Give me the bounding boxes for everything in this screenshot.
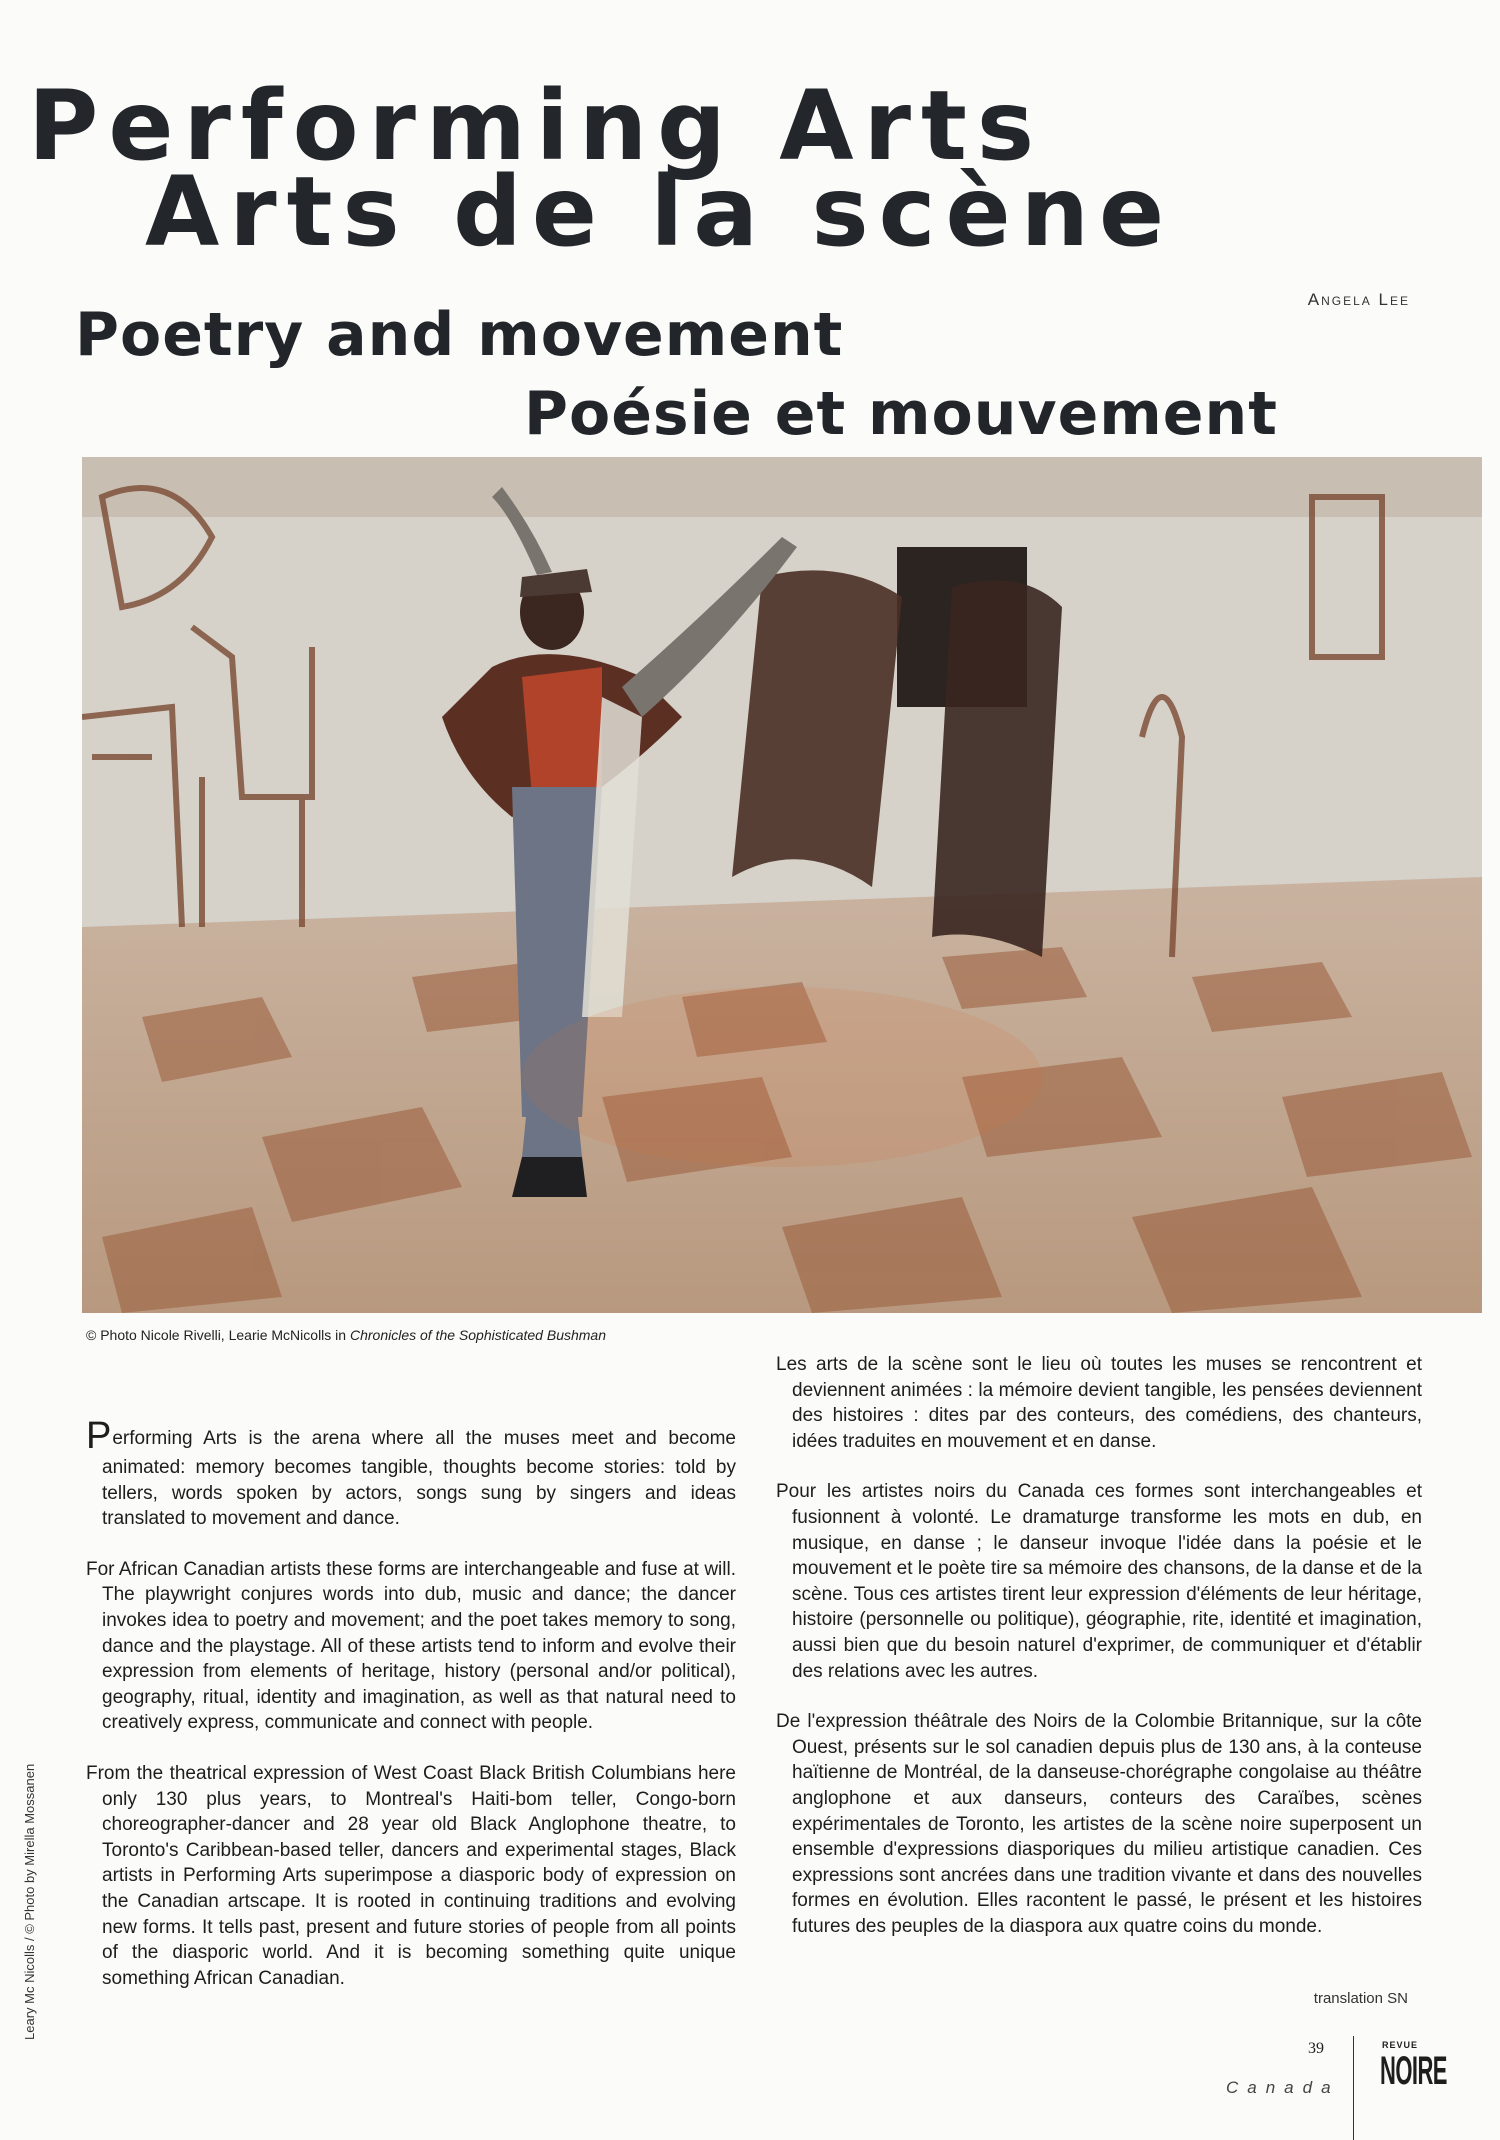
country-label: Canada	[1226, 2078, 1340, 2097]
paragraph-en-1	[86, 1417, 736, 1532]
magazine-logo-top: REVUE	[1382, 2040, 1419, 2050]
stage-photo	[82, 457, 1482, 1313]
paragraph-en-2: For African Canadian artists these forms are interchangeable and fuse at will. The playwright conjures words into dub, music and dance; the dancer invokes idea to poetry and movement; and the poet takes memory to song, dance and the playstage. All of these artists tend to inform and evolve their expression from elements of heritage, history (personal and/or political), geography, ritual, identity and imagination, as well as that natural need to creatively express, communicate and connect with people.	[86, 1558, 736, 1734]
paragraph-fr-3: De l'expression théâtrale des Noirs de la Colombie Britannique, sur la côte Ouest, présents sur le sol canadien depuis plus de 130 ans, à la conteuse haïtienne de Montréal, de la danseuse-chorégraphe congolaise au théâtre anglophone et aux danseurs, conteurs des Caraïbes, scènes expérimentales de Toronto, les artistes de la scène noire superposent un ensemble d'expressions diasporiques du milieu artistique canadien. Ces expressions sont ancrées dans une tradition vivante et dans des nouvelles formes en évolution. Elles racontent le passé, le présent et les histoires futures des peuples de la diaspora aux quatre coins du monde.	[776, 1711, 1422, 1937]
page-number: 39	[1308, 2040, 1324, 2057]
paragraph-en-3: From the theatrical expression of West Coast Black British Columbians here only 130 plus years, to Montreal's Haiti-bom teller, Congo-born choreographer-dancer and 28 year old Black Anglophone theatre, to Toronto's Caribbean-based teller, dancers and experimental stages, Black artists in Performing Arts superimpose a diasporic body of expression on the Canadian artscape. It is rooted in continuing traditions and evolving new forms. It tells past, present and future stories of people from all points of the diasporic world. And it is becoming something quite unique something African Canadian.	[86, 1762, 736, 1989]
article-title-en: Poetry and movement	[75, 300, 844, 370]
paragraph-en-1-text: erforming Arts is the arena where all the muses meet and become animated: memory becomes tangible, thoughts become stories: told by tellers, words spoken by actors, songs sung by singers and ideas translated to movement and dance.	[102, 1428, 736, 1530]
section-title-en: Performing Arts	[28, 70, 1044, 182]
section-title-fr: Arts de la scène	[145, 156, 1175, 268]
translation-credit: translation SN	[1313, 1990, 1408, 2007]
paragraph-fr-1: Les arts de la scène sont le lieu où toutes les muses se rencontrent et deviennent animées : la mémoire devient tangible, les pensées deviennent des histoires : dites par des conteurs, des comédiens, des chanteurs, idées traduites en mouvement et en danse.	[776, 1354, 1422, 1452]
author-byline: Angela Lee	[1307, 290, 1410, 309]
drop-cap: P	[86, 1415, 112, 1457]
magazine-logo: NOIRE	[1380, 2049, 1447, 2093]
stage-photo-illustration	[82, 457, 1482, 1313]
article-body-en	[86, 1417, 736, 2016]
side-photo-credit: Leary Mc Nicolls / © Photo by Mirella Mossanen	[22, 1763, 37, 2040]
paragraph-fr-2: Pour les artistes noirs du Canada ces formes sont interchangeables et fusionnent à volonté. Le dramaturge transforme les mots en dub, en musique, en danse ; le danseur invoque l'idée dans la poésie et le mouvement et le poète tire sa mémoire des chansons, de la danse et de la scène. Tous ces artistes tirent leur expression d'éléments de leur héritage, histoire (personnelle ou politique), géographie, rite, identité et imagination, aussi bien que du besoin naturel d'exprimer, de communiquer et d'établir des relations avec les autres.	[776, 1481, 1422, 1682]
footer-divider	[1353, 2036, 1354, 2140]
article-title-fr: Poésie et mouvement	[524, 379, 1278, 449]
photo-caption	[86, 1327, 606, 1343]
photo-caption-work: Chronicles of the Sophisticated Bushman	[349, 1327, 607, 1343]
photo-caption-credit: © Photo Nicole Rivelli, Learie McNicolls in	[86, 1327, 350, 1343]
article-body-fr	[776, 1352, 1422, 1964]
